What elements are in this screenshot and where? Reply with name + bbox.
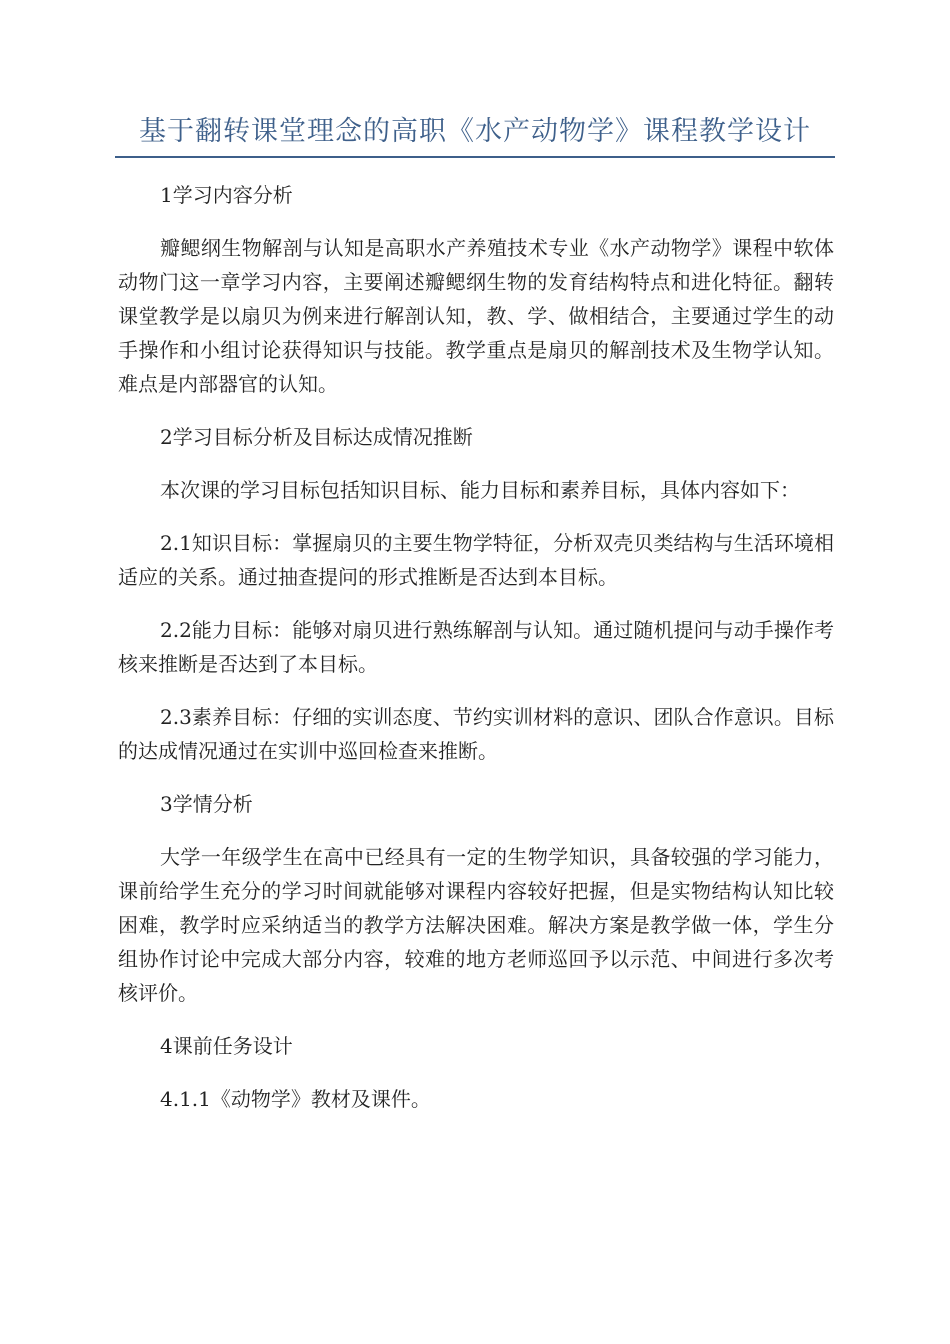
section-heading-3: 3学情分析 [160, 792, 253, 816]
paragraph-ability-goal: 2.2能力目标：能够对扇贝进行熟练解剖与认知。通过随机提问与动手操作考核来推断是否达到了本目标。 [118, 618, 834, 676]
document-body [118, 178, 834, 1135]
paragraph-goals-intro: 本次课的学习目标包括知识目标、能力目标和素养目标，具体内容如下： [160, 478, 800, 502]
paragraph-learner-analysis: 大学一年级学生在高中已经具有一定的生物学知识，具备较强的学习能力，课前给学生充分的学习时间就能够对课程内容较好把握，但是实物结构认知比较困难，教学时应采纳适当的教学方法解决困难。解决方案是教学做一体，学生分组协作讨论中完成大部分内容，较难的地方老师巡回予以示范、中间进行多次考核评价。 [118, 845, 834, 1005]
section-heading-1: 1学习内容分析 [160, 183, 293, 207]
paragraph-literacy-goal: 2.3素养目标：仔细的实训态度、节约实训材料的意识、团队合作意识。目标的达成情况通过在实训中巡回检查来推断。 [118, 705, 834, 763]
paragraph-pre-class-task: 4.1.1《动物学》教材及课件。 [160, 1087, 431, 1111]
paragraph-content-analysis: 瓣鳃纲生物解剖与认知是高职水产养殖技术专业《水产动物学》课程中软体动物门这一章学习内容，主要阐述瓣鳃纲生物的发育结构特点和进化特征。翻转课堂教学是以扇贝为例来进行解剖认知，教、学、做相结合，主要通过学生的动手操作和小组讨论获得知识与技能。教学重点是扇贝的解剖技术及生物学认知。难点是内部器官的认知。 [118, 236, 834, 396]
section-heading-2: 2学习目标分析及目标达成情况推断 [160, 425, 473, 449]
title-block [115, 112, 835, 158]
section-heading-4: 4课前任务设计 [160, 1034, 293, 1058]
document-title: 基于翻转课堂理念的高职《水产动物学》课程教学设计 [139, 116, 811, 147]
paragraph-knowledge-goal: 2.1知识目标：掌握扇贝的主要生物学特征，分析双壳贝类结构与生活环境相适应的关系。通过抽查提问的形式推断是否达到本目标。 [118, 531, 834, 589]
